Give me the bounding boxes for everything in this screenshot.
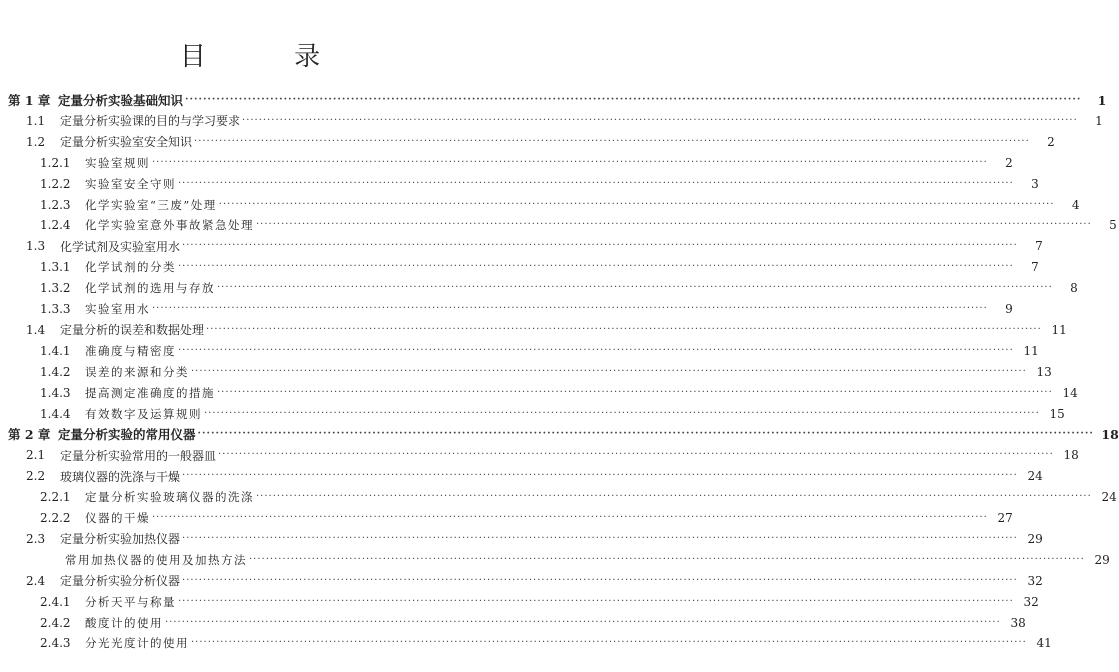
section-title: 定量分析实验分析仪器 [60,574,181,589]
page-number: 5 [1109,218,1117,233]
toc-entry-label [40,343,176,359]
toc-entry [40,613,1026,633]
section-number: 1.4 [26,322,46,337]
toc-entry [40,341,1039,361]
section-title: 有效数字及运算规则 [85,406,202,421]
toc-entry-label [40,301,150,317]
toc-entry-label [40,406,202,422]
toc-entry [26,132,1055,152]
dot-leader: ········································································································································································································ [182,470,1018,482]
dot-leader: ········································································································································································································ [218,449,1054,461]
section-title: 定量分析实验基础知识 [58,93,184,108]
toc-entry-label [40,280,215,296]
section-title: 常用加热仪器的使用及加热方法 [65,552,247,567]
dot-leader: ········································································································································································································ [197,428,1094,440]
section-number: 1.2 [26,134,46,149]
page-number: 4 [1071,197,1080,212]
toc-entry-label [40,155,150,171]
section-title: 化学试剂的分类 [85,260,176,275]
section-title: 化学实验室意外事故紧急处理 [85,218,254,233]
page-number: 3 [1031,176,1039,191]
dot-leader: ········································································································································································································ [242,114,1078,126]
section-number: 1.2.4 [40,218,71,233]
toc-entry-label [26,133,192,150]
toc-entry-label [26,572,180,589]
page-number: 24 [1101,490,1117,505]
toc-entry-label [8,425,196,443]
toc-entry-label [26,530,180,547]
toc-chapter-entry [8,90,1107,110]
toc-entry-label [40,217,254,233]
toc-entry-label [40,259,176,275]
toc-entry-label [40,594,176,610]
section-title: 酸度计的使用 [85,615,163,630]
section-number: 2.2 [26,469,46,484]
section-number: 1.3.2 [40,281,71,296]
toc-entry [40,592,1039,612]
dot-leader: ········································································································································································································ [182,574,1018,586]
section-number: 1.2.3 [40,197,71,212]
page-number: 18 [1101,426,1119,442]
section-number: 1.2.2 [40,176,71,191]
page-number: 13 [1036,364,1052,379]
section-title: 定量分析实验玻璃仪器的洗涤 [85,490,254,505]
toc-entry-label [26,112,240,129]
toc-entry-label [26,321,204,338]
page-number: 11 [1023,343,1039,358]
section-number: 1.3.3 [40,302,71,316]
toc-entry-label [26,447,216,464]
toc-entry-label [40,510,150,526]
section-number: 1.4.2 [40,364,71,379]
section-number: 2.2.2 [40,511,71,525]
toc-entry [26,445,1079,465]
section-title: 玻璃仪器的洗涤与干燥 [60,469,181,484]
toc-entry [40,404,1065,424]
section-title: 化学实验室“三废”处理 [85,197,217,212]
toc-entry [40,215,1117,235]
section-title: 仪器的干燥 [85,511,150,525]
page-number: 7 [1031,260,1039,275]
section-number: 2.4.3 [40,636,71,651]
section-title: 化学试剂及实验室用水 [60,239,181,254]
section-number: 2.4.2 [40,615,71,630]
toc-entry-label [26,468,180,485]
section-title: 定量分析实验室安全知识 [60,135,193,150]
section-number: 1.4.1 [40,343,71,358]
section-title: 定量分析实验加热仪器 [60,532,181,547]
section-number: 1.1 [26,113,46,128]
dot-leader: ········································································································································································································ [191,637,1027,649]
section-number: 2.4.1 [40,594,71,609]
page-number: 14 [1062,385,1078,400]
dot-leader: ········································································································································································································ [194,135,1030,147]
section-number: 第 2 章 [8,427,51,443]
section-title: 分析天平与称量 [85,594,176,609]
section-title: 定量分析实验的常用仪器 [58,427,196,443]
toc-entry [40,153,1013,173]
section-title: 准确度与精密度 [85,343,176,358]
section-title: 定量分析实验课的目的与学习要求 [60,114,241,129]
page-number: 38 [1010,615,1026,630]
page-number: 27 [997,511,1013,525]
section-number: 1.4.3 [40,385,71,400]
dot-leader: ········································································································································································································ [204,407,1040,419]
toc-entry [26,571,1043,591]
toc-entry-label [40,615,163,631]
dot-leader: ········································································································································································································ [182,240,1018,252]
toc-entry [26,466,1043,486]
toc-entry [40,487,1117,507]
toc-entry-label [40,635,189,651]
section-number: 2.1 [26,448,46,463]
page-number: 1 [1095,113,1103,128]
section-title: 定量分析实验常用的一般器皿 [60,448,217,463]
page-title: 目 录 [179,42,361,72]
toc-entry [40,383,1078,403]
toc-entry [40,257,1039,277]
page-number: 32 [1023,594,1039,609]
toc-entry [40,362,1052,382]
toc-entry [40,195,1080,215]
dot-leader: ········································································································································································································ [218,198,1055,210]
page-number: 2 [1005,155,1013,170]
section-number: 1.3.1 [40,260,71,275]
section-number: 1.2.1 [40,155,71,170]
toc-entry-label [40,489,254,505]
section-number: 2.2.1 [40,490,71,505]
dot-leader: ········································································································································································································ [152,156,988,168]
section-title: 化学试剂的选用与存放 [85,281,215,296]
page-number: 1 [1097,92,1107,108]
dot-leader: ········································································································································································································ [217,386,1053,398]
dot-leader: ········································································································································································································ [217,282,1053,294]
page-number: 29 [1027,531,1043,546]
toc-entry [26,529,1043,549]
section-title: 实验室安全守则 [85,176,176,191]
section-title: 误差的来源和分类 [85,364,189,379]
section-number: 1.3 [26,239,46,254]
dot-leader: ········································································································································································································ [256,219,1092,231]
dot-leader: ········································································································································································································ [191,365,1027,377]
toc-entry-label [40,176,176,192]
section-number: 第 1 章 [8,93,51,108]
dot-leader: ········································································································································································································ [249,553,1085,565]
dot-leader: ········································································································································································································ [185,94,1082,105]
toc-chapter-entry [8,424,1119,444]
page-number: 18 [1063,448,1079,463]
dot-leader: ········································································································································································································ [165,616,1001,628]
toc-entry-label [26,238,180,255]
page-number: 41 [1036,636,1052,651]
section-title: 提高测定准确度的措施 [85,385,215,400]
toc-entry-label [40,197,217,213]
toc-entry [26,320,1067,340]
dot-leader: ········································································································································································································ [256,491,1092,503]
toc-entry [40,508,1013,528]
toc-entry [40,633,1052,653]
toc-entry [65,550,1110,570]
section-title: 分光光度计的使用 [85,636,189,651]
section-title: 实验室用水 [85,302,150,316]
page-number: 29 [1094,552,1110,567]
dot-leader: ········································································································································································································ [178,261,1014,273]
page-number: 8 [1070,281,1078,296]
toc-entry [40,278,1078,298]
toc-entry-label [65,552,247,568]
toc-entry [26,111,1103,131]
dot-leader: ········································································································································································································ [178,344,1014,356]
page-number: 9 [1005,302,1013,316]
section-title: 定量分析的误差和数据处理 [60,323,205,338]
section-number: 2.4 [26,573,46,588]
page-number: 11 [1051,322,1067,337]
toc-entry [40,174,1039,194]
page-number: 15 [1049,406,1065,421]
dot-leader: ········································································································································································································ [182,532,1018,544]
page-number: 2 [1047,134,1055,149]
toc-entry-label [40,385,215,401]
dot-leader: ········································································································································································································ [152,303,988,314]
toc-entry [26,236,1043,256]
toc-entry-label [40,364,189,380]
section-title: 实验室规则 [85,155,150,170]
page-number: 32 [1027,573,1043,588]
page-number: 24 [1027,469,1043,484]
section-number: 2.3 [26,531,46,546]
dot-leader: ········································································································································································································ [178,595,1014,607]
toc-entry-label [8,91,183,109]
dot-leader: ········································································································································································································ [152,512,988,523]
section-number: 1.4.4 [40,406,71,421]
page-number: 7 [1035,239,1043,254]
toc-entry [40,299,1013,319]
dot-leader: ········································································································································································································ [206,323,1042,335]
dot-leader: ········································································································································································································ [178,177,1014,189]
